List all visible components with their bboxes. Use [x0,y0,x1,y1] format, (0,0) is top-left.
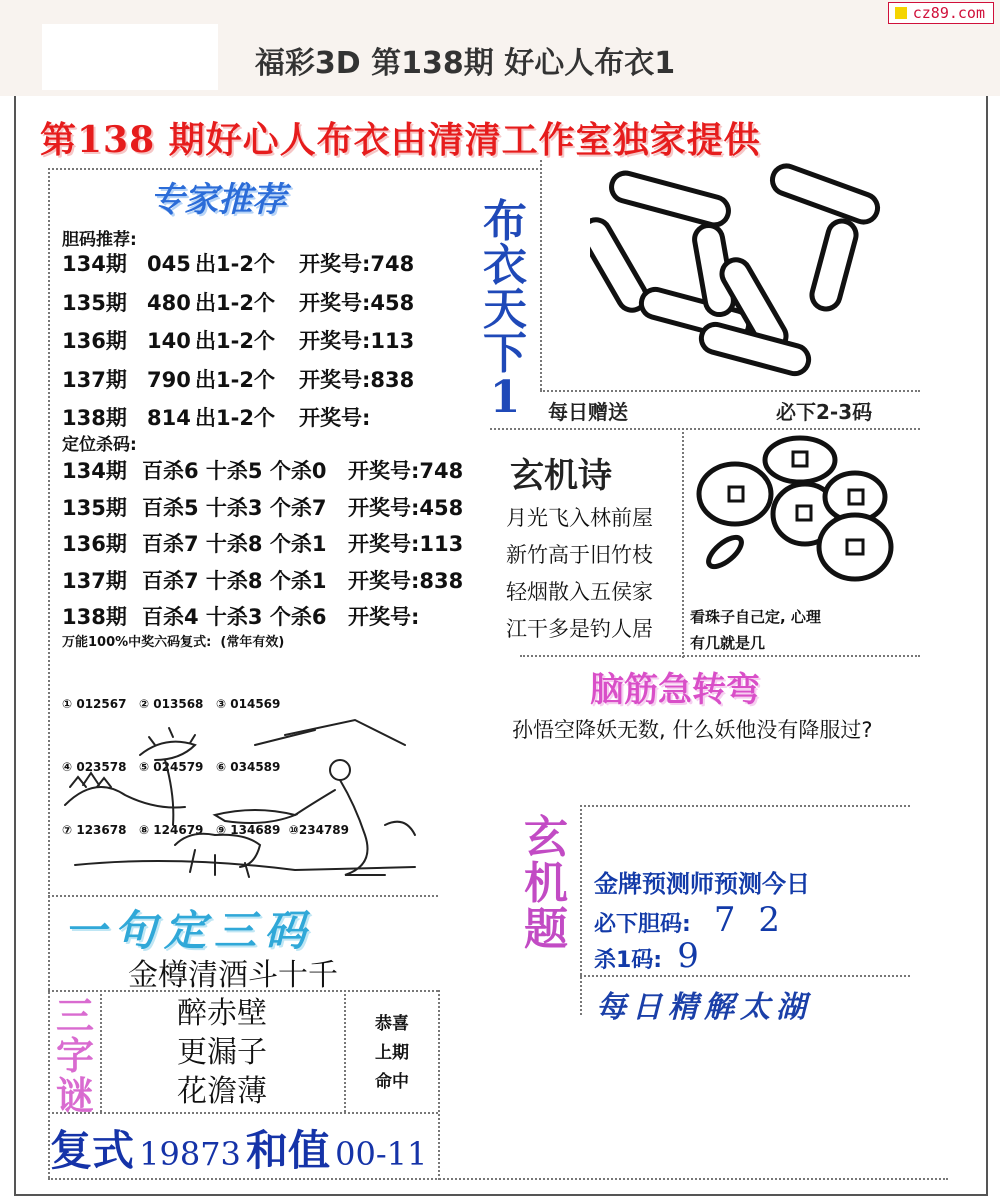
side-char: 三 [55,993,94,1038]
divider [540,160,542,390]
xuanji-line1: 金牌预测师预测今日 [594,870,810,898]
frame-right [986,96,988,1196]
dan-rows [62,248,492,441]
brand-text: cz89.com [912,4,985,22]
coins-caption-2: 有几就是几 [690,634,766,652]
riddle-answers [104,994,340,1111]
buyi-char: 衣 [483,240,527,291]
divider [490,428,920,430]
dan-row: 135期 480 出1-2个 开奖号:458 [62,290,415,315]
dan-label: 胆码推荐: [62,230,137,250]
congrats-line: 恭喜 [375,1014,409,1034]
congrats-line: 上期 [375,1043,409,1063]
chopsticks-picture [590,160,890,385]
answer-line: 花澹薄 [177,1074,267,1109]
poem-line: 轻烟散入五侯家 [506,580,653,604]
divider [580,805,582,1015]
kill-rows [62,455,492,638]
combo-line: ① 012567 ② 013568 ③ 014569 [62,697,281,711]
fushi-value: 19873 [139,1135,241,1173]
combo-line: ④ 023578 ⑤ 024579 ⑥ 034589 [62,760,281,774]
three-line: 金樽清酒斗十千 [128,958,338,993]
kill-label: 定位杀码: [62,435,137,455]
xuanji-title [517,812,575,955]
coins-picture [695,432,905,602]
combo-line: ⑦ 123678 ⑧ 124679 ⑨ 134689 ⑩234789 [62,823,349,837]
coins-caption-1: 看珠子自己定, 心理 [690,608,821,626]
divider [100,990,102,1112]
xuanji-char: 题 [524,904,568,955]
hezhi-label: 和值 [246,1126,331,1175]
frame-bottom [14,1194,988,1196]
xuanji-char: 机 [524,858,568,909]
poem-line: 江干多是钓人居 [506,617,653,641]
divider [438,990,440,1180]
divider [48,895,438,897]
three-title: 一句定三码 [64,906,315,955]
congrats [350,1010,434,1097]
kill-row: 134期 百杀6 十杀5 个杀0 开奖号:748 [62,459,464,483]
riddle-side [52,993,98,1118]
brand-badge[interactable] [888,2,994,24]
expert-title: 专家推荐 [150,180,286,220]
divider [344,990,346,1112]
buyi-char: 天 [483,284,527,335]
brand-dot-icon [895,7,907,19]
riddle-title: 脑筋急转弯 [590,670,760,710]
poem-title: 玄机诗 [510,456,612,496]
kill-row: 135期 百杀5 十杀3 个杀7 开奖号:458 [62,495,464,520]
divider [48,1178,948,1180]
buyi-char: 下 [483,328,527,379]
fushi-line [50,1118,427,1178]
kill-row: 137期 百杀7 十杀8 个杀1 开奖号:838 [62,568,464,593]
dan-row: 136期 140 出1-2个 开奖号:113 [62,329,415,353]
dan-row: 137期 790 出1-2个 开奖号:838 [62,367,415,392]
poem-line: 月光飞入林前屋 [506,506,653,530]
kill-row: 138期 百杀4 十杀3 个杀6 开奖号: [62,605,420,629]
dan-row: 134期 045 出1-2个 开奖号:748 [62,252,415,276]
divider [48,168,50,1178]
daily-left: 每日赠送 [548,400,628,424]
buyi-char: 布 [483,196,527,247]
buyi-number: 1 [489,372,521,423]
side-char: 字 [55,1033,94,1078]
divider [48,1112,438,1114]
divider [48,168,538,170]
combo-title: 万能100%中奖六码复式: (常年有效) [62,635,285,650]
xuanji-dan: 必下胆码: 7 2 [594,900,786,940]
xuanji-kill: 杀1码: 9 [594,936,699,976]
fushi-label: 复式 [50,1126,135,1175]
hezhi-value: 00-11 [335,1135,428,1173]
daily-right: 必下2-3码 [776,400,873,424]
buyi-vertical [474,196,536,423]
divider [580,805,910,807]
poem-lines [506,500,653,648]
page-title: 福彩3D 第138期 好心人布衣1 [254,46,676,81]
xuanji-footer: 每日精解太湖 [596,990,812,1025]
divider [540,390,920,392]
xuanji-char: 玄 [524,812,568,863]
farmer-illustration [55,715,435,890]
dan-row: 138期 814 出1-2个 开奖号: [62,406,371,430]
answer-line: 醉赤壁 [177,996,267,1031]
divider [682,428,684,658]
banner-title: 第138 期好心人布衣由清清工作室独家提供 [40,119,761,161]
congrats-line: 命中 [375,1072,409,1092]
answer-line: 更漏子 [177,1035,267,1070]
side-char: 谜 [55,1073,94,1118]
kill-row: 136期 百杀7 十杀8 个杀1 开奖号:113 [62,532,464,556]
frame-left [14,96,16,1196]
poem-line: 新竹高于旧竹枝 [506,543,653,567]
divider [520,655,920,657]
riddle-question: 孙悟空降妖无数, 什么妖他没有降服过? [512,718,873,742]
